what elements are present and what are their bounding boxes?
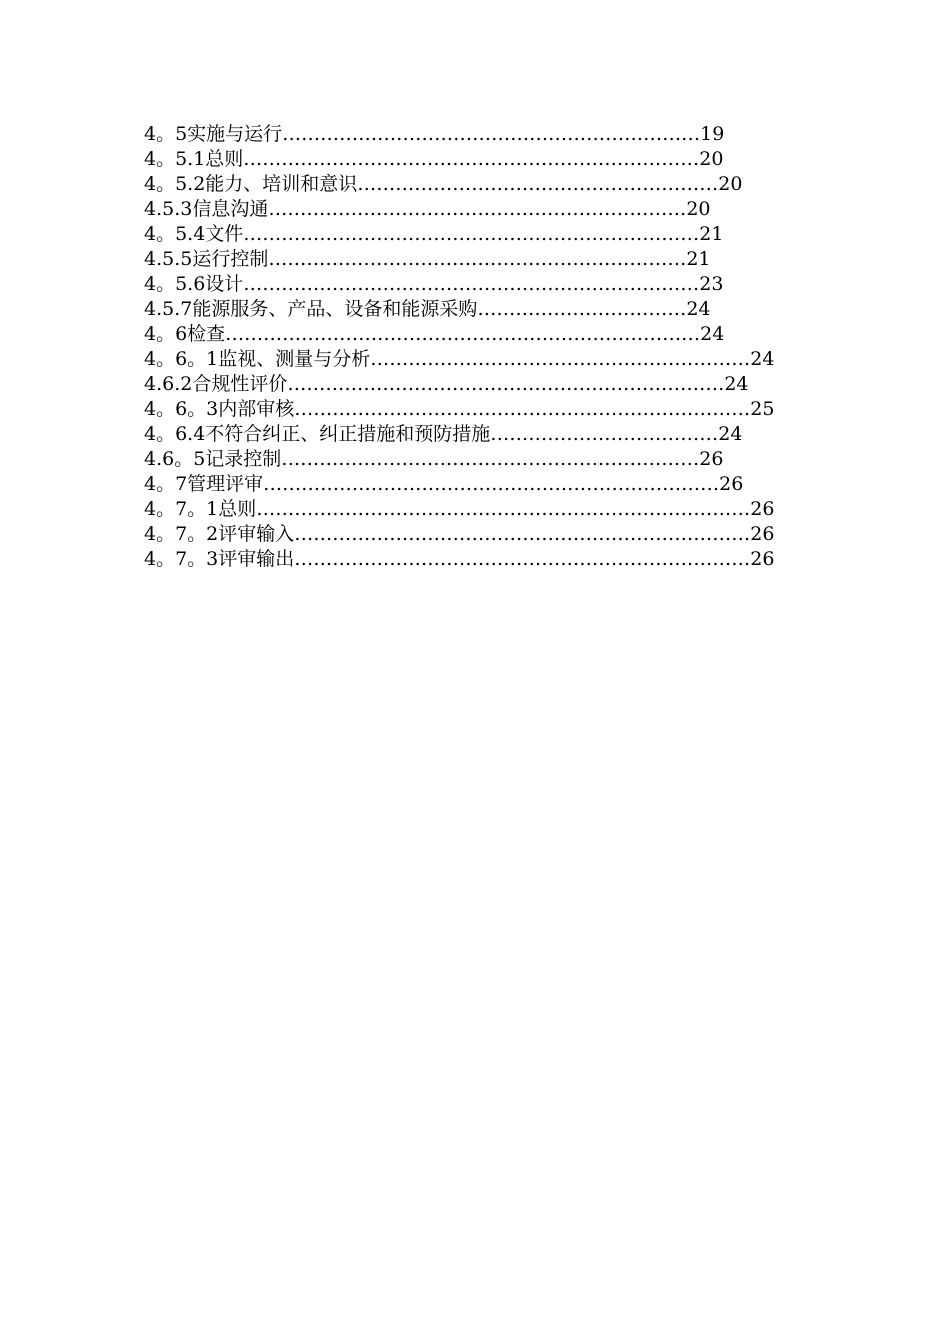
toc-entry-4-6-1[interactable]: 4。6。1监视、测量与分析……………………………………………………24 <box>144 348 775 370</box>
toc-entry-4-6[interactable]: 4。6检查…………………………………………………………………24 <box>144 323 725 345</box>
toc-entry-4-5-7[interactable]: 4.5.7能源服务、产品、设备和能源采购……………………………24 <box>144 298 711 320</box>
toc-entry-4-7-3[interactable]: 4。7。3评审输出………………………………………………………………26 <box>144 548 775 570</box>
toc-entry-4-5-2[interactable]: 4。5.2能力、培训和意识…………………………………………………20 <box>144 173 743 195</box>
table-of-contents <box>144 122 806 572</box>
toc-entry-4-6-2[interactable]: 4.6.2合规性评价……………………………………………………………24 <box>144 373 749 395</box>
toc-entry-4-5-6[interactable]: 4。5.6设计………………………………………………………………23 <box>144 273 724 295</box>
toc-entry-4-7-2[interactable]: 4。7。2评审输入………………………………………………………………26 <box>144 523 775 545</box>
toc-entry-4-6-4[interactable]: 4。6.4不符合纠正、纠正措施和预防措施………………………………24 <box>144 423 743 445</box>
toc-entry-4-5-3[interactable]: 4.5.3信息沟通…………………………………………………………20 <box>144 198 711 220</box>
toc-entry-4-7-1[interactable]: 4。7。1总则……………………………………………………………………26 <box>144 498 775 520</box>
toc-entry-4-5[interactable]: 4。5实施与运行…………………………………………………………19 <box>144 123 725 145</box>
toc-entry-4-5-4[interactable]: 4。5.4文件………………………………………………………………21 <box>144 223 724 245</box>
toc-entry-4-5-1[interactable]: 4。5.1总则………………………………………………………………20 <box>144 148 724 170</box>
toc-entry-4-6-3[interactable]: 4。6。3内部审核………………………………………………………………25 <box>144 398 775 420</box>
toc-entry-4-6-5[interactable]: 4.6。5记录控制…………………………………………………………26 <box>144 448 724 470</box>
toc-entry-4-5-5[interactable]: 4.5.5运行控制…………………………………………………………21 <box>144 248 711 270</box>
toc-entry-4-7[interactable]: 4。7管理评审………………………………………………………………26 <box>144 473 744 495</box>
